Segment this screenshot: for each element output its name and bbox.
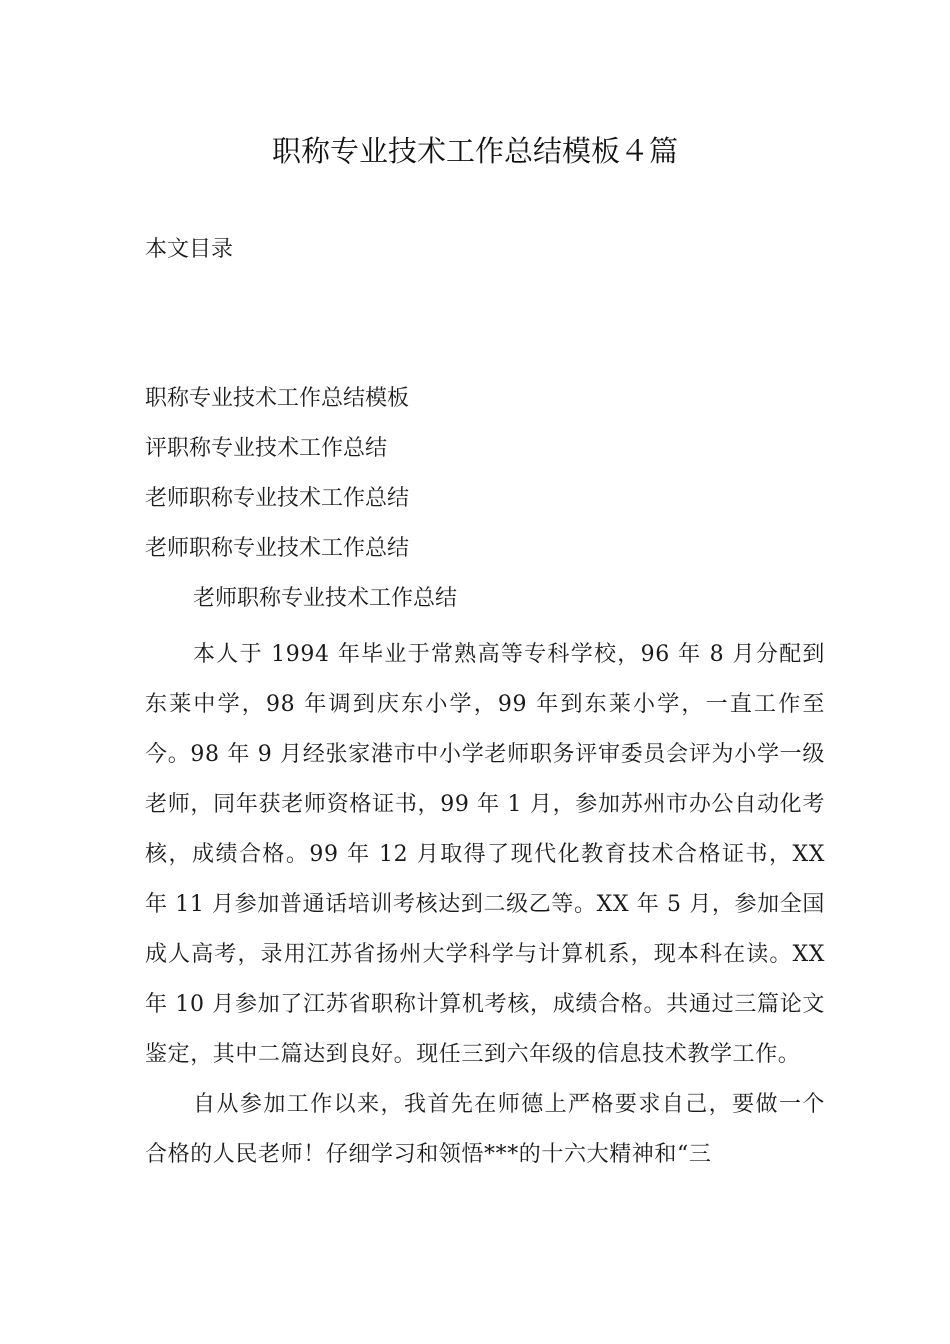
body-text (145, 630, 825, 1180)
toc-item[interactable]: 老师职称专业技术工作总结 (145, 536, 410, 561)
paragraph: 本人于 1994 年毕业于常熟高等专科学校，96 年 8 月分配到东莱中学，98 年调到庆东小学，99 年到东莱小学，一直工作至今。98 年 9 月经张家港市中小学老师职务评审委员会评为小学一级老师，同年获老师资格证书，99 年 1 月，参加苏州市办公自动化考核，成绩合格。99 年 12 月取得了现代化教育技术合格证书，XX 年 11 月参加普通话培训考核达到二级乙等。XX 年 5 月，参加全国成人高考，录用江苏省扬州大学科学与计算机系，现本科在读。XX 年 10 月参加了江苏省职称计算机考核，成绩合格。共通过三篇论文鉴定，其中二篇达到良好。现任三到六年级的信息技术教学工作。 (145, 642, 825, 1067)
section-heading: 老师职称专业技术工作总结 (193, 586, 458, 611)
paragraph: 自从参加工作以来，我首先在师德上严格要求自己，要做一个合格的人民老师！仔细学习和领悟***的十六大精神和“三 (145, 1092, 825, 1167)
toc-item[interactable]: 职称专业技术工作总结模板 (145, 386, 410, 411)
table-of-contents (145, 383, 409, 583)
toc-heading: 本文目录 (145, 237, 234, 262)
document-title: 职称专业技术工作总结模板４篇 (271, 134, 678, 168)
toc-item[interactable]: 老师职称专业技术工作总结 (145, 486, 410, 511)
toc-item[interactable]: 评职称专业技术工作总结 (145, 436, 388, 461)
